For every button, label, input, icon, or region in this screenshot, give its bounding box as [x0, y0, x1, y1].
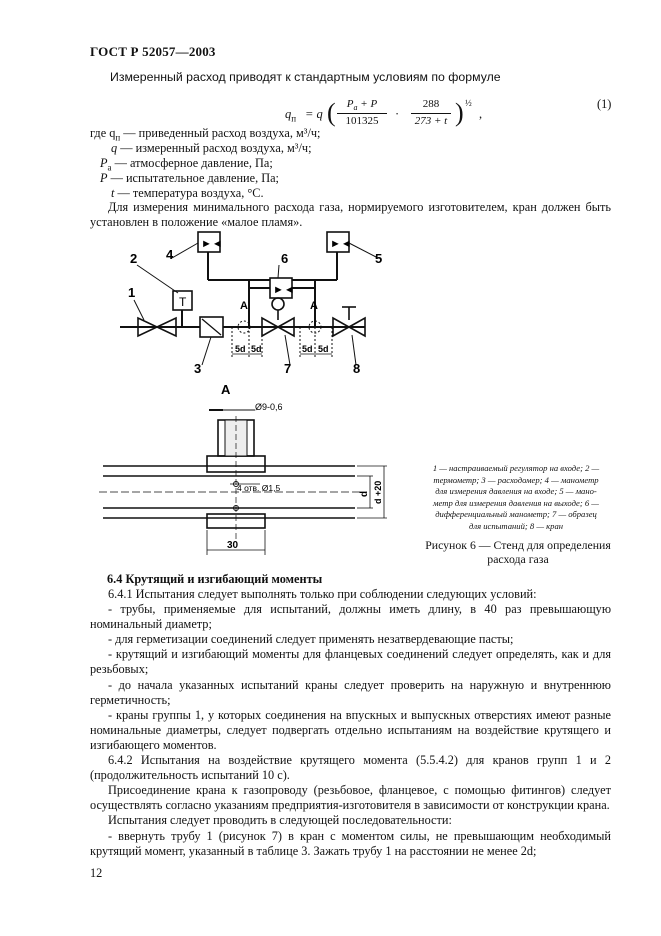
formula-power: ½: [465, 98, 472, 108]
paragraph: Присоединение крана к газопроводу (резьбовое, фланцевое, с помощью фитингов) следует осуществлять согласно указаниям предприятия-изготовителя в зависимости от конструкции крана.: [90, 783, 611, 813]
section-label: A: [240, 300, 248, 312]
dim-5d: 5d: [302, 344, 313, 354]
svg-text:►◄: ►◄: [201, 238, 223, 250]
dim-5d: 5d: [235, 344, 246, 354]
formula-numerator-2: 288: [422, 98, 440, 110]
variable-item: q — измеренный расход воздуха, м³/ч;: [111, 141, 312, 155]
formula-lhs: $q_п$: [285, 107, 297, 124]
variable-item: $P_a$ — атмосферное давление, Па;: [100, 156, 273, 173]
test-bench-diagram: [110, 225, 400, 375]
paragraph: - для герметизации соединений следует применять незатвердевающие пасты;: [108, 632, 514, 647]
variable-item: P — испытательное давление, Па;: [100, 171, 279, 185]
section-label: A: [310, 300, 318, 312]
section-body: [90, 587, 611, 859]
formula-eq: = q: [305, 107, 323, 121]
detail-view-label: A: [221, 382, 231, 397]
formula-comma: ,: [479, 107, 483, 121]
paragraph: - краны группы 1, у которых соединения на впускных и выпускных отверстиях имеют разные номинальные диаметры, следует подвергать отдельно испытаниям на воздействие крутящего и изгибающего моментов.: [90, 707, 611, 752]
sample-valve-7: [262, 298, 294, 336]
page-number: 12: [90, 866, 103, 880]
paragraph: - ввернуть трубу 1 (рисунок 7) в кран с моментом силы, не превышающим необходимый крутящий момент, указанный в таблице 3. Зажать трубу 1 на расстоянии не менее 2d;: [90, 828, 611, 858]
paragraph: - трубы, применяемые для испытаний, должны иметь длину, в 40 раз превышающую номинальный диаметр;: [90, 602, 611, 632]
variable-list: [90, 126, 320, 201]
paragraph: 6.4.2 Испытания на воздействие крутящего момента (5.5.4.2) для кранов групп 1 и 2 (продолжительность испытаний 10 с).: [90, 753, 611, 783]
top-diameter: Ø9-0,6: [255, 402, 283, 412]
formula-dot: ·: [395, 107, 400, 121]
inner-diameter: d: [359, 490, 370, 497]
intro-text: Измеренный расход приводят к стандартным условиям по формуле: [110, 70, 501, 84]
dim-5d: 5d: [318, 344, 329, 354]
variable-item: где $q_п$ — приведенный расход воздуха, м³/ч;: [90, 126, 321, 143]
flow-formula: $q_п$ = q ( $P_a + P$ 101325 · 288 273 + t ) ½ ,: [285, 98, 483, 127]
paragraph: Испытания следует проводить в следующей последовательности:: [108, 813, 452, 828]
label-5: 5: [375, 251, 383, 266]
svg-text:T: T: [179, 295, 187, 309]
svg-text:►◄: ►◄: [330, 238, 352, 250]
holes-note: 4 отв. Ø1,5: [237, 483, 281, 493]
formula-denominator-2: 273 + t: [414, 115, 448, 127]
svg-text:►◄: ►◄: [273, 284, 295, 296]
figure-legend: 1 — настраиваемый регулятор на входе; 2 — термометр; 3 — расходомер; 4 — манометр для измерения давления на входе; 5 — мано- метр для измерения давления на выходе; 6 — дифференциальный манометр; 7 — образец для испытаний; 8 — кран: [432, 463, 600, 531]
label-3: 3: [194, 361, 202, 375]
section-title: 6.4 Крутящий и изгибающий моменты: [107, 572, 323, 586]
equation-number: (1): [597, 97, 612, 111]
label-8: 8: [353, 361, 361, 375]
formula-denominator-1: 101325: [345, 115, 379, 127]
detail-a-drawing: [95, 380, 415, 560]
formula-numerator-1: $P_a + P$: [346, 98, 378, 113]
document-header: ГОСТ Р 52057—2003: [90, 44, 216, 59]
label-4: 4: [166, 247, 174, 262]
paragraph: - крутящий и изгибающий моменты для фланцевых соединений следует определять, как и для резьбовых;: [90, 647, 611, 677]
shutoff-valve-8: [333, 307, 365, 336]
figure-caption: Рисунок 6 — Стенд для определения расхода газа: [425, 538, 611, 566]
label-2: 2: [130, 251, 138, 266]
min-flow-paragraph: Для измерения минимального расхода газа, нормируемого изготовителем, кран должен быть установлен в положение «малое пламя».: [90, 200, 611, 230]
outer-diameter: d +20: [373, 480, 383, 504]
dim-5d: 5d: [251, 344, 262, 354]
label-1: 1: [128, 285, 136, 300]
label-6: 6: [281, 251, 289, 266]
paragraph: - до начала указанных испытаний краны следует проверить на наружную и внутреннюю герметичность;: [90, 677, 611, 707]
label-7: 7: [284, 361, 292, 375]
width-dimension: 30: [227, 540, 239, 551]
variable-item: t — температура воздуха, °С.: [111, 186, 264, 200]
paragraph: 6.4.1 Испытания следует выполнять только при соблюдении следующих условий:: [108, 587, 537, 601]
